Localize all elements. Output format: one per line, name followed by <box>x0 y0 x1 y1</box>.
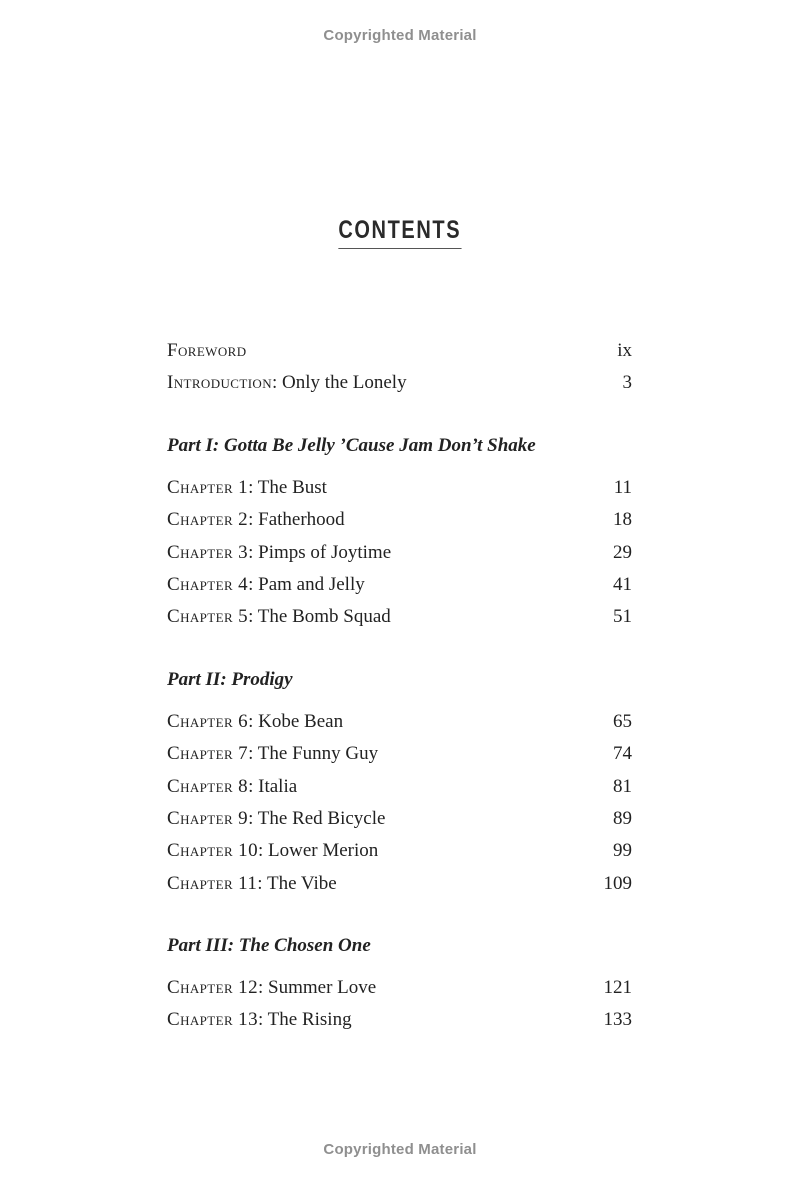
entry-page-number: 81 <box>613 775 632 797</box>
part-heading-1: Part I: Gotta Be Jelly ’Cause Jam Don’t Shake <box>167 434 536 456</box>
entry-text: Chapter 10: Lower Merion <box>167 840 379 862</box>
entry-text: Chapter 12: Summer Love <box>167 977 377 999</box>
entry-title: Pimps of Joytime <box>258 541 392 563</box>
toc-entry-chapter-9[interactable] <box>167 805 632 837</box>
entry-label: Foreword <box>167 340 247 361</box>
entry-page-number: 121 <box>603 977 632 999</box>
toc-entry-chapter-4[interactable] <box>167 571 632 603</box>
entry-label: Chapter 12 <box>167 977 258 999</box>
entry-text: Chapter 2: Fatherhood <box>167 509 345 531</box>
entry-text <box>167 337 246 365</box>
toc-entry-chapter-6[interactable] <box>167 708 632 740</box>
entry-page-number: ix <box>617 340 632 361</box>
entry-title: Italia <box>258 775 298 797</box>
entry-label: Introduction <box>167 372 273 394</box>
entry-text: Chapter 13: The Rising <box>167 1009 352 1031</box>
entry-text: Chapter 11: The Vibe <box>167 872 337 894</box>
entry-page-number: 74 <box>613 743 632 765</box>
entry-title: Pam and Jelly <box>258 573 365 595</box>
entry-text: Chapter 3: Pimps of Joytime <box>167 541 392 563</box>
entry-title: The Funny Guy <box>257 743 379 765</box>
entry-title: Kobe Bean <box>258 710 344 732</box>
entry-text: Chapter 1: The Bust <box>167 476 327 498</box>
entry-text: Chapter 7: The Funny Guy <box>167 743 379 765</box>
entry-page-number: 133 <box>603 1009 632 1031</box>
entry-label: Chapter 6 <box>167 710 249 732</box>
entry-page-number: 41 <box>613 573 632 595</box>
toc-entry-chapter-13[interactable] <box>167 1006 632 1038</box>
table-of-contents <box>167 337 632 1039</box>
toc-entry-foreword[interactable] <box>167 337 632 369</box>
entry-label: Chapter 4 <box>167 573 249 595</box>
entry-label: Chapter 7 <box>167 743 249 765</box>
entry-page-number: 18 <box>613 509 632 531</box>
entry-label: Chapter 5 <box>167 606 249 628</box>
entry-title: Summer Love <box>268 977 377 999</box>
toc-entry-chapter-12[interactable] <box>167 974 632 1006</box>
contents-heading: CONTENTS <box>339 216 462 249</box>
toc-entry-chapter-5[interactable] <box>167 603 632 635</box>
entry-label: Chapter 9 <box>167 807 249 829</box>
entry-page-number: 65 <box>613 710 632 732</box>
entry-page-number: 51 <box>613 606 632 628</box>
entry-label: Chapter 3 <box>167 541 249 563</box>
entry-page-number: 99 <box>613 840 632 862</box>
entry-text: Introduction: Only the Lonely <box>167 372 407 394</box>
entry-title: The Bust <box>257 476 327 498</box>
toc-entry-introduction[interactable] <box>167 369 632 401</box>
entry-label: Chapter 11 <box>167 872 258 894</box>
entry-label: Chapter 8 <box>167 775 249 797</box>
part-heading-3: Part III: The Chosen One <box>167 935 371 957</box>
toc-entry-chapter-1[interactable] <box>167 474 632 506</box>
entry-text: Chapter 8: Italia <box>167 775 298 797</box>
toc-entry-chapter-7[interactable] <box>167 740 632 772</box>
toc-entry-chapter-11[interactable] <box>167 870 632 902</box>
entry-label: Chapter 13 <box>167 1009 258 1031</box>
entry-label: Chapter 10 <box>167 840 258 862</box>
entry-title: The Vibe <box>266 872 337 894</box>
entry-page-number: 3 <box>622 372 632 394</box>
entry-title: The Red Bicycle <box>257 807 386 829</box>
entry-label: Chapter 1 <box>167 476 249 498</box>
copyright-watermark-bottom: Copyrighted Material <box>323 1141 477 1158</box>
entry-page-number: 89 <box>613 807 632 829</box>
entry-title: Fatherhood <box>258 509 345 531</box>
entry-text: Chapter 9: The Red Bicycle <box>167 807 386 829</box>
contents-heading-wrap <box>0 216 800 249</box>
toc-entry-chapter-3[interactable] <box>167 539 632 571</box>
copyright-watermark-top: Copyrighted Material <box>323 27 477 44</box>
entry-page-number: 29 <box>613 541 632 563</box>
part-heading-2: Part II: Prodigy <box>167 668 293 690</box>
entry-title: The Bomb Squad <box>257 606 391 628</box>
toc-entry-chapter-8[interactable] <box>167 773 632 805</box>
entry-text: Chapter 6: Kobe Bean <box>167 710 344 732</box>
entry-text: Chapter 4: Pam and Jelly <box>167 573 365 595</box>
entry-title: The Rising <box>267 1009 352 1031</box>
toc-entry-chapter-2[interactable] <box>167 506 632 538</box>
entry-label: Chapter 2 <box>167 509 249 531</box>
toc-entry-chapter-10[interactable] <box>167 837 632 869</box>
entry-title: Only the Lonely <box>282 372 407 394</box>
entry-title: Lower Merion <box>268 840 379 862</box>
entry-page-number: 109 <box>603 872 632 894</box>
entry-page-number: 11 <box>613 476 632 498</box>
entry-text: Chapter 5: The Bomb Squad <box>167 606 391 628</box>
